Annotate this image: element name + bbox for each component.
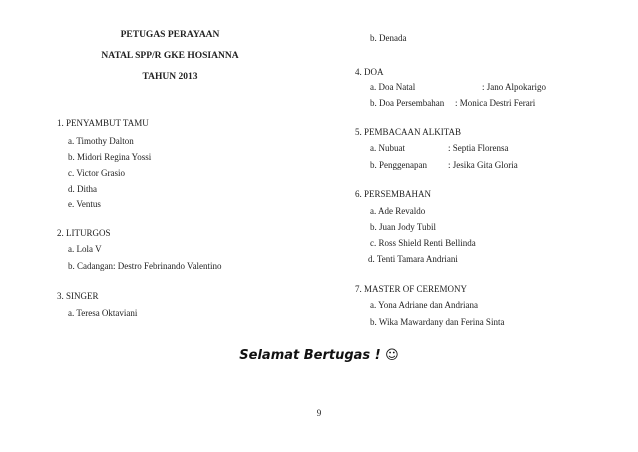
section-title-penyambut: 1. PENYAMBUT TAMU (57, 118, 149, 128)
list-item: e. Ventus (68, 199, 101, 209)
header-title: PETUGAS PERAYAAN (120, 30, 220, 40)
list-item: d. Ditha (68, 184, 97, 194)
header-subtitle: NATAL SPP/R GKE HOSIANNA (101, 51, 239, 61)
list-item-value: : Monica Destri Ferari (455, 98, 536, 108)
closing-message: Selamat Bertugas ! ☺ (239, 348, 399, 363)
section-title-doa: 4. DOA (355, 67, 384, 77)
header-year: TAHUN 2013 (142, 72, 198, 82)
section-title-singer: 3. SINGER (57, 291, 99, 301)
list-item: a. Ade Revaldo (370, 206, 426, 216)
list-item: c. Victor Grasio (68, 168, 126, 178)
section-title-persembahan: 6. PERSEMBAHAN (355, 189, 432, 199)
list-item: b. Wika Mawardany dan Ferina Sinta (370, 317, 505, 327)
list-item-label: a. Nubuat (370, 143, 405, 153)
section-title-mc: 7. MASTER OF CEREMONY (355, 284, 468, 294)
list-item-label: b. Penggenapan (370, 160, 427, 170)
page-number: 9 (316, 408, 322, 418)
list-item: d. Tenti Tamara Andriani (368, 254, 458, 264)
list-item-label: b. Doa Persembahan (370, 98, 445, 108)
list-item-value: : Jano Alpokarigo (482, 82, 546, 92)
list-item: c. Ross Shield Renti Bellinda (370, 238, 476, 248)
list-item: b. Juan Jody Tubil (370, 222, 437, 232)
list-item: a. Yona Adriane dan Andriana (370, 300, 478, 310)
list-item: a. Teresa Oktaviani (68, 308, 138, 318)
list-item-value: : Septia Florensa (448, 143, 509, 153)
list-item: b. Midori Regina Yossi (68, 152, 152, 162)
section-title-alkitab: 5. PEMBACAAN ALKITAB (355, 127, 462, 137)
list-item: a. Timothy Dalton (68, 136, 134, 146)
section-title-liturgos: 2. LITURGOS (57, 228, 111, 238)
list-item: b. Cadangan: Destro Febrinando Valentino (68, 261, 222, 271)
list-item: a. Lola V (68, 244, 102, 254)
list-item-label: a. Doa Natal (370, 82, 416, 92)
list-item-value: : Jesika Gita Gloria (448, 160, 518, 170)
list-item: b. Denada (370, 33, 407, 43)
